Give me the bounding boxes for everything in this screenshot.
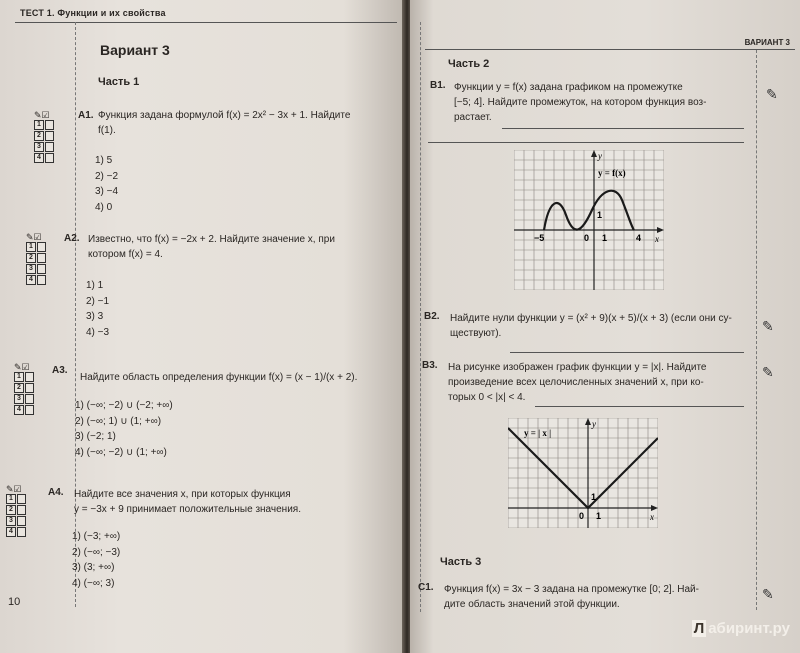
answer-line[interactable] [510,352,744,353]
x-axis-arrow-icon [657,227,664,233]
answer-box-label: 2 [26,253,36,263]
running-header: ТЕСТ 1. Функции и их свойства [20,8,166,18]
option: 2) (−∞; 1) ∪ (1; +∞) [75,415,162,427]
question-text: Известно, что f(x) = −2x + 2. Найдите значение x, при котором f(x) = 4. [88,234,335,260]
checkbox-mark-icon: ✎☑ [34,110,50,120]
x-axis-label: x [650,512,654,522]
tick-label: 1 [602,233,608,243]
answer-margin-rule [756,50,757,610]
tick-label: 0 [584,233,590,243]
question-text: Найдите все значения x, при которых функция y = −3x + 9 принимает положительные значения. [74,489,301,515]
function-curve [544,191,634,230]
right-page [410,0,800,653]
answer-box-label: 1 [14,372,24,382]
options-a3 [75,398,173,460]
question-text: На рисунке изображен график функции y = |x|. Найдите произведение всех целочисленных значений x, при ко- торых 0 < |x| < 4. [448,362,707,403]
answer-box-label: 2 [14,383,24,393]
option: 3) −4 [95,186,119,197]
options-a2 [86,278,109,340]
option: 1) 1 [86,280,104,291]
tick-label: 1 [591,492,597,502]
answer-box-label: 3 [26,264,36,274]
question-code: А1. [78,110,94,121]
option: 2) −2 [95,170,119,182]
part1-title: Часть 1 [98,76,140,88]
tick-label: 1 [596,511,602,521]
question-code: В3. [422,360,438,371]
answer-boxes-a1[interactable] [34,110,54,164]
answer-line[interactable] [535,406,744,407]
answer-line[interactable] [502,128,744,129]
answer-checkbox[interactable] [17,516,26,526]
answer-boxes-a4[interactable] [6,484,26,538]
option: 4) (−∞; −2) ∪ (1; +∞) [75,446,167,458]
graph-f-of-x [514,150,664,290]
page-number: 10 [8,596,21,608]
option: 4) −3 [86,326,110,338]
answer-checkbox[interactable] [37,275,46,285]
answer-checkbox[interactable] [25,383,34,393]
function-label: y = | x | [524,428,552,438]
answer-checkbox[interactable] [37,253,46,263]
answer-checkbox[interactable] [45,153,54,163]
header-rule [15,22,397,23]
question-text: Функция f(x) = 3x − 3 задана на промежутке [0; 2]. Най- дите область значений этой функции. [444,584,699,610]
answer-line[interactable] [428,142,744,143]
answer-boxes-a3[interactable] [14,362,34,416]
answer-checkbox[interactable] [17,494,26,504]
answer-box-label: 1 [34,120,44,130]
option: 1) 5 [95,155,113,166]
answer-checkbox[interactable] [25,372,34,382]
tick-label: 4 [636,233,642,243]
answer-box-label: 2 [34,131,44,141]
answer-box-label: 4 [26,275,36,285]
question-code: С1. [418,582,434,593]
option: 2) (−∞; −3) [72,546,121,558]
tick-label: 0 [579,511,585,521]
checkbox-mark-icon: ✎☑ [26,232,42,242]
pencil-icon: ✎ [762,318,774,334]
header-rule [425,49,795,50]
question-text: Функции y = f(x) задана графиком на промежутке [−5; 4]. Найдите промежуток, на котором функция воз- растает. [454,82,707,123]
answer-box-label: 3 [6,516,16,526]
answer-checkbox[interactable] [25,405,34,415]
question-code: А3. [52,365,68,376]
function-label: y = f(x) [598,168,626,178]
answer-checkbox[interactable] [45,142,54,152]
part2-title: Часть 2 [448,58,490,70]
answer-checkbox[interactable] [17,505,26,515]
answer-box-label: 4 [14,405,24,415]
answer-checkbox[interactable] [45,131,54,141]
pencil-icon: ✎ [766,86,778,102]
option: 4) 0 [95,201,113,213]
answer-checkbox[interactable] [25,394,34,404]
part3-title: Часть 3 [440,556,482,568]
running-header: ВАРИАНТ 3 [744,38,790,47]
margin-rule [420,22,421,612]
pencil-icon: ✎ [762,364,774,380]
pencil-icon: ✎ [762,586,774,602]
option: 2) −1 [86,295,110,307]
option: 3) 3 [86,311,104,322]
question-text: Функция задана формулой f(x) = 2x² − 3x + 1. Найдите f(1). [98,110,351,136]
question-code: А2. [64,233,80,244]
answer-checkbox[interactable] [17,527,26,537]
checkbox-mark-icon: ✎☑ [14,362,30,372]
option: 1) (−3; +∞) [72,531,121,542]
answer-box-label: 2 [6,505,16,515]
answer-checkbox[interactable] [37,242,46,252]
answer-box-label: 1 [6,494,16,504]
answer-box-label: 3 [14,394,24,404]
tick-label: −5 [534,233,545,243]
y-axis-label: y [592,419,596,429]
margin-rule [75,22,76,607]
graph-abs-x [508,418,658,528]
options-a1 [95,153,118,215]
answer-box-label: 4 [6,527,16,537]
question-text: Найдите нули функции y = (x² + 9)(x + 5)/(x + 3) (если они су- ществуют). [450,313,732,339]
question-code: В2. [424,311,440,322]
answer-checkbox[interactable] [45,120,54,130]
question-text: Найдите область определения функции f(x) = (x − 1)/(x + 2). [80,372,358,383]
option: 4) (−∞; 3) [72,577,115,589]
answer-box-label: 3 [34,142,44,152]
y-axis-label: y [598,151,602,161]
option: 1) (−∞; −2) ∪ (−2; +∞) [75,400,173,411]
grid [514,150,664,290]
question-code: А4. [48,487,64,498]
y-axis-arrow-icon [585,418,591,425]
watermark-logo: Л абиринт.ру [693,620,790,637]
answer-box-label: 4 [34,153,44,163]
answer-checkbox[interactable] [37,264,46,274]
answer-box-label: 1 [26,242,36,252]
question-code: В1. [430,80,446,91]
option: 3) (−2; 1) [75,431,116,442]
checkbox-mark-icon: ✎☑ [6,484,22,494]
variant-title: Вариант 3 [100,42,170,58]
option: 3) (3; +∞) [72,562,115,573]
y-axis-arrow-icon [591,150,597,157]
x-axis-label: x [655,234,659,244]
answer-boxes-a2[interactable] [26,232,46,286]
options-a4 [72,529,120,591]
tick-label: 1 [597,210,603,220]
x-axis-arrow-icon [651,505,658,511]
